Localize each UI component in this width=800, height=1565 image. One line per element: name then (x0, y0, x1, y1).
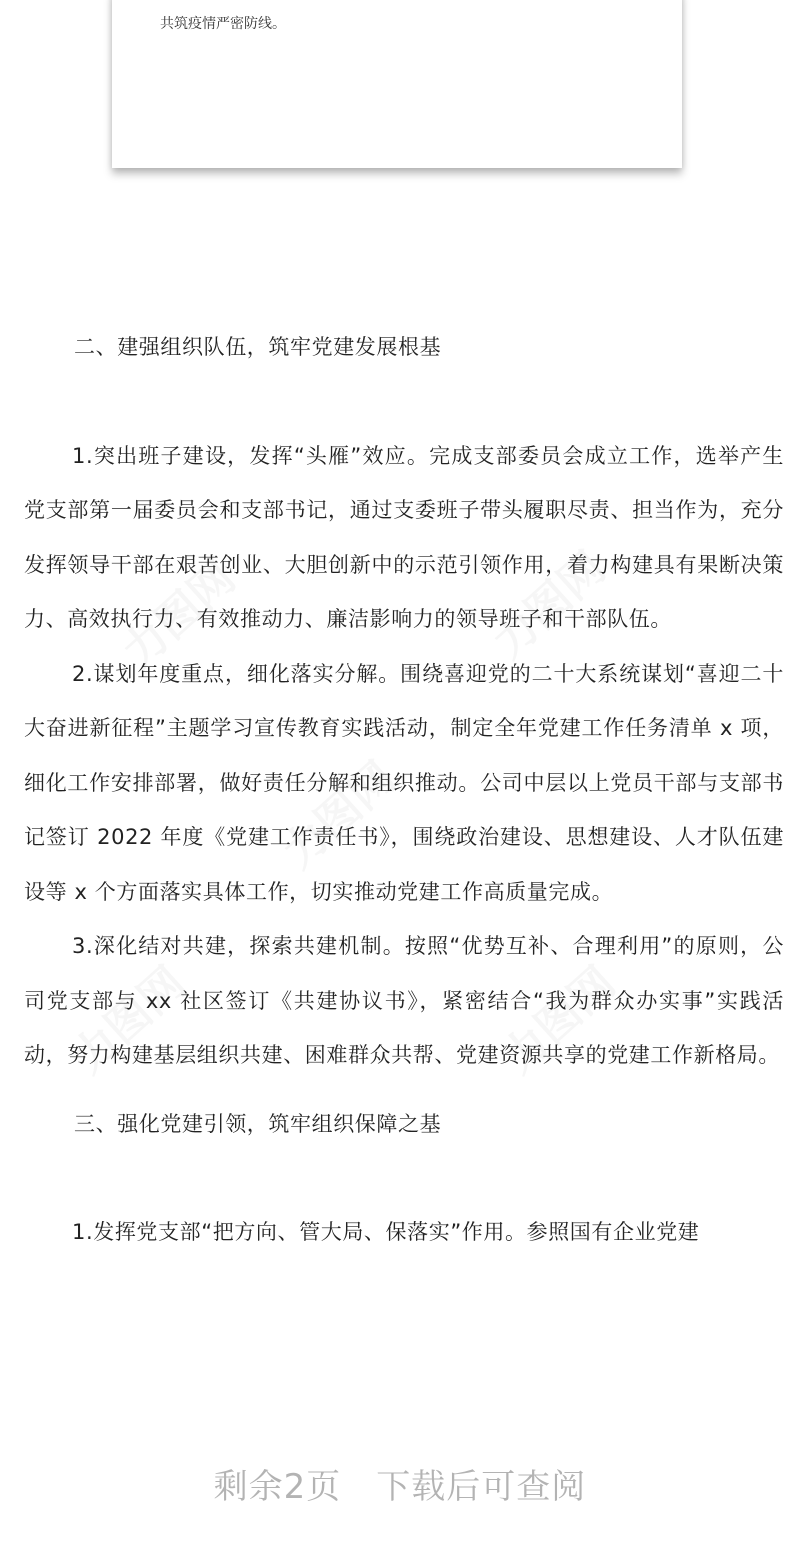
paragraph: 2.谋划年度重点，细化落实分解。围绕喜迎党的二十大系统谋划“喜迎二十大奋进新征程”主题学习宣传教育实践活动，制定全年党建工作任务清单 x 项，细化工作安排部署，做好责任分解和组织推动。公司中层以上党员干部与支部书记签订 2022 年度《党建工作责任书》，围绕政治建设、思想建设、人才队伍建设等 x 个方面落实具体工作，切实推动党建工作高质量完成。 (24, 661, 784, 904)
paragraph: 3.深化结对共建，探索共建机制。按照“优势互补、合理利用”的原则，公司党支部与 xx 社区签订《共建协议书》，紧密结合“我为群众办实事”实践活动，努力构建基层组织共建、困难群众共帮、党建资源共享的党建工作新格局。 (24, 934, 784, 1067)
watermark: 力图网 (482, 542, 616, 669)
document-body (24, 320, 784, 1260)
paragraph: 1.突出班子建设，发挥“头雁”效应。完成支部委员会成立工作，选举产生党支部第一届委员会和支部书记，通过支委班子带头履职尽责、担当作为，充分发挥领导干部在艰苦创业、大胆创新中的示范引领作用，着力构建具有果断决策力、高效执行力、有效推动力、廉洁影响力的领导班子和干部队伍。 (24, 443, 784, 631)
previous-page-card (112, 0, 682, 168)
previous-page-text: 共筑疫情严密防线。 (160, 16, 286, 32)
section-2-heading: 二、建强组织队伍，筑牢党建发展根基 (74, 335, 442, 359)
section-3-heading: 三、强化党建引领，筑牢组织保障之基 (74, 1111, 442, 1136)
paragraph: 1.发挥党支部“把方向、管大局、保落实”作用。参照国有企业党建 (72, 1220, 700, 1244)
watermark: 力图网 (62, 957, 196, 1084)
watermark: 力图网 (492, 957, 626, 1084)
watermark: 力图网 (272, 752, 406, 879)
remaining-pages-notice[interactable]: 剩余2页 下载后可查阅 (213, 1467, 587, 1507)
watermark: 力图网 (112, 552, 246, 679)
